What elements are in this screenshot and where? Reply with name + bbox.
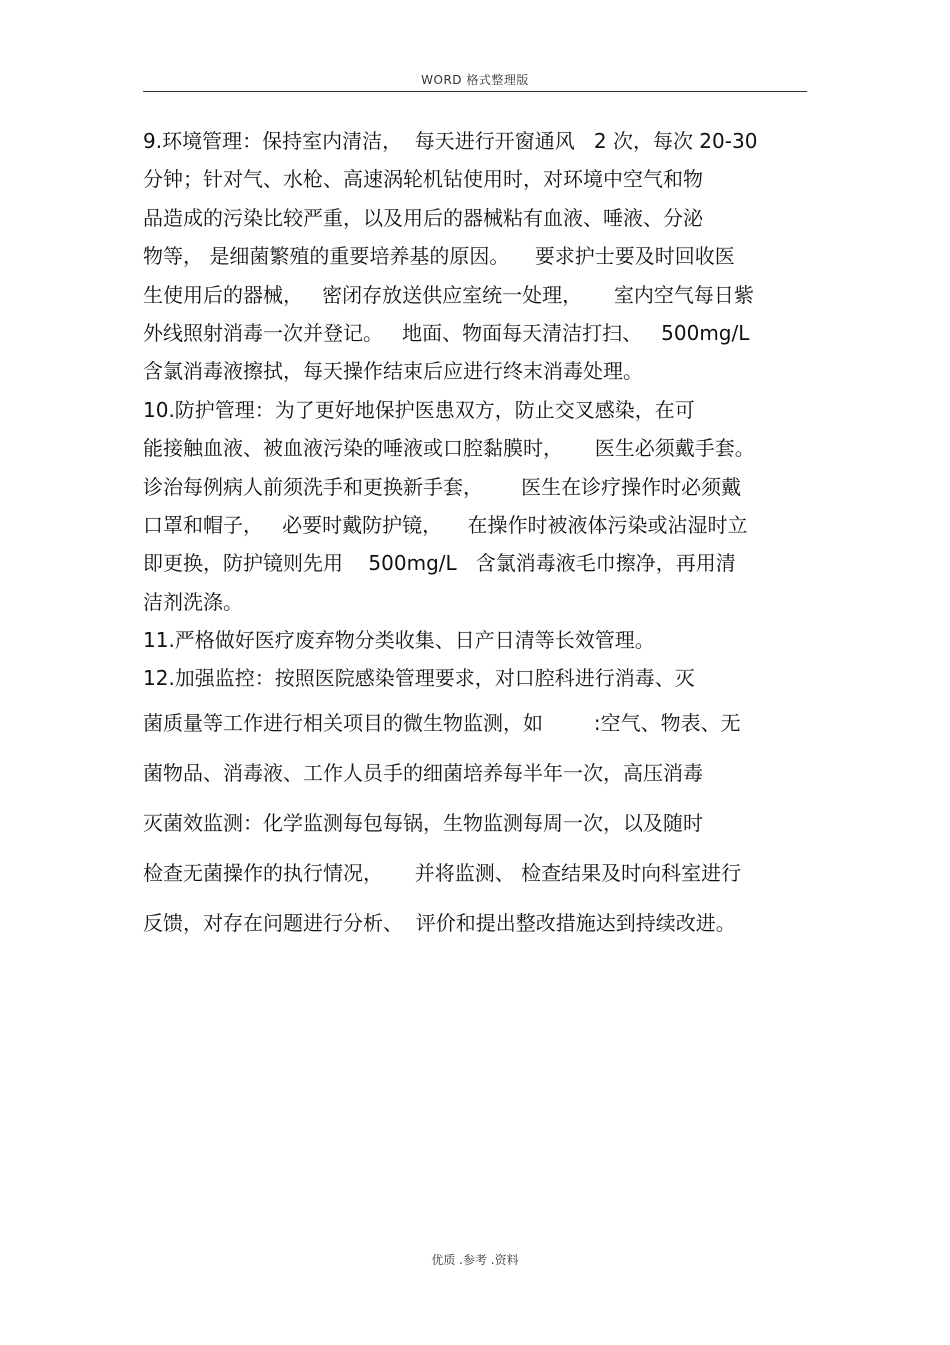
text-line: 含氯消毒液擦拭，每天操作结束后应进行终末消毒处理。	[143, 359, 643, 384]
header-rule	[143, 91, 807, 92]
text-line: 诊治每例病人前须洗手和更换新手套， 医生在诊疗操作时必须戴	[143, 474, 742, 499]
text-line: 检查无菌操作的执行情况， 并将监测、 检查结果及时向科室进行	[143, 860, 742, 885]
text-line: 能接触血液、被血液污染的唾液或口腔黏膜时， 医生必须戴手套。	[143, 436, 755, 461]
text-line: 生使用后的器械， 密闭存放送供应室统一处理， 室内空气每日紫	[143, 282, 754, 307]
text-line: 即更换，防护镜则先用 500mg/L 含氯消毒液毛巾擦净，再用清	[143, 551, 736, 576]
paragraph-10	[143, 391, 807, 621]
paragraph-12	[143, 659, 807, 947]
text-line: 物等， 是细菌繁殖的重要培养基的原因。 要求护士要及时回收医	[143, 244, 735, 269]
text-line: 菌质量等工作进行相关项目的微生物监测，如 :空气、物表、无	[143, 710, 741, 735]
text-line: 分钟；针对气、水枪、高速涡轮机钻使用时，对环境中空气和物	[143, 167, 703, 192]
page-footer: 优质 .参考 .资料	[431, 1253, 519, 1267]
paragraph-9	[143, 122, 807, 391]
text-line: 洁剂洗涤。	[143, 589, 243, 614]
text-line: 反馈，对存在问题进行分析、 评价和提出整改措施达到持续改进。	[143, 910, 736, 935]
text-line: 口罩和帽子， 必要时戴防护镜， 在操作时被液体污染或沾湿时立	[143, 512, 748, 537]
text-line: 12.加强监控：按照医院感染管理要求，对口腔科进行消毒、灭	[143, 666, 695, 691]
document-body	[143, 122, 807, 948]
text-line: 外线照射消毒一次并登记。 地面、物面每天清洁打扫、 500mg/L	[143, 320, 750, 345]
text-line: 11.严格做好医疗废弃物分类收集、日产日清等长效管理。	[143, 628, 655, 653]
text-line: 菌物品、消毒液、工作人员手的细菌培养每半年一次，高压消毒	[143, 760, 703, 785]
text-line: 10.防护管理：为了更好地保护医患双方，防止交叉感染，在可	[143, 397, 695, 422]
paragraph-11	[143, 621, 807, 659]
text-line: 灭菌效监测：化学监测每包每锅，生物监测每周一次，以及随时	[143, 810, 703, 835]
text-line: 9.环境管理：保持室内清洁， 每天进行开窗通风 2 次，每次 20-30	[143, 129, 758, 153]
text-line: 品造成的污染比较严重，以及用后的器械粘有血液、唾液、分泌	[143, 205, 703, 230]
page-header: WORD 格式整理版	[421, 73, 529, 87]
